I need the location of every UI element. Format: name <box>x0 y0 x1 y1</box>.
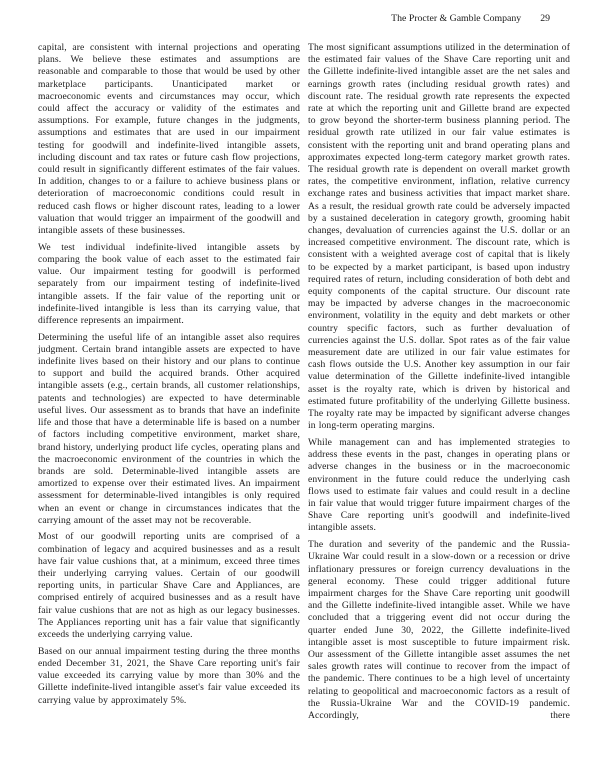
right-column <box>308 42 570 722</box>
paragraph: We test individual indefinite-lived intangible assets by comparing the book value of each asset to the estimated fair value. Our impairment testing for goodwill is performed separately from our impairment testing of indefinite-lived intangible assets. If the fair value of the reporting unit or indefinite-lived intangible is less than its carrying value, that difference represents an impairment. <box>38 241 300 326</box>
page-number: 29 <box>540 13 550 24</box>
page-header <box>38 13 550 25</box>
paragraph: The most significant assumptions utilized in the determination of the estimated fair values of the Shave Care reporting unit and the Gillette indefinite-lived intangible asset are the net sales and earnings growth rates (including residual growth rates) and discount rate. The residual growth rate represents the expected rate at which the reporting unit and Gillette brand are expected to grow beyond the shorter-term business planning period. The residual growth rate utilized in our fair value estimates is consistent with the reporting unit and brand operating plans and approximates expected long-term category market growth rates. The residual growth rate is dependent on overall market growth rates, the competitive environment, inflation, relative currency exchange rates and business activities that impact market share. As a result, the residual growth rate could be adversely impacted by a sustained deceleration in category growth, grooming habit changes, devaluation of currencies against the U.S. dollar or an increased competitive environment. The discount rate, which is consistent with a weighted average cost of capital that is likely to be expected by a market participant, is based upon industry required rates of return, including consideration of both debt and equity components of the capital structure. Our discount rate may be impacted by adverse changes in the macroeconomic environment, volatility in the equity and debt markets or other country specific factors, such as further devaluation of currencies against the U.S. dollar. Spot rates as of the fair value measurement date are utilized in our fair value estimates for cash flows outside the U.S. Another key assumption in our fair value determination of the Gillette indefinite-lived intangible asset is the royalty rate, which is driven by historical and estimated future profitability of the underlying Gillette business. The royalty rate may be impacted by significant adverse changes in long-term operating margins. <box>308 42 570 432</box>
left-column <box>38 42 300 722</box>
paragraph: The duration and severity of the pandemic and the Russia-Ukraine War could result in a slow-down or a recession or drive inflationary pressures or foreign currency devaluations in the general economy. These could trigger additional future impairment charges for the Shave Care reporting unit goodwill and the Gillette indefinite-lived intangible asset. While we have concluded that a triggering event did not occur during the quarter ended June 30, 2022, the Gillette indefinite-lived intangible asset is most susceptible to future impairment risk. Our assessment of the Gillette intangible asset assumes the net sales growth rates will continue to recover from the impact of the pandemic. There continues to be a high level of uncertainty relating to geopolitical and macroeconomic factors as a result of the Russia-Ukraine War and the COVID-19 pandemic. Accordingly, there <box>308 539 570 721</box>
company-name: The Procter & Gamble Company <box>391 13 522 24</box>
paragraph: capital, are consistent with internal projections and operating plans. We believe these estimates and assumptions are reasonable and comparable to those that would be used by other marketplace participants. Unanticipated market or macroeconomic events and circumstances may occur, which could affect the accuracy or validity of the estimates and assumptions. For example, future changes in the judgments, assumptions and estimates that are used in our impairment testing for goodwill and indefinite-lived intangible assets, including discount and tax rates or future cash flow projections, could result in significantly different estimates of the fair values. In addition, changes to or a failure to achieve business plans or deterioration of macroeconomic conditions could result in reduced cash flows or higher discount rates, leading to a lower valuation that would trigger an impairment of the goodwill and intangible assets of these businesses. <box>38 42 300 237</box>
paragraph: While management can and has implemented strategies to address these events in the past, changes in operating plans or adverse changes in the business or in the macroeconomic environment in the future could reduce the underlying cash flows used to estimate fair values and could result in a decline in fair value that would trigger future impairment charges of the Shave Care reporting unit's goodwill and indefinite-lived intangible assets. <box>308 437 570 534</box>
paragraph: Most of our goodwill reporting units are comprised of a combination of legacy and acquired businesses and as a result have fair value cushions that, at a minimum, exceed three times their underlying carrying values. Certain of our goodwill reporting units, in particular Shave Care and Appliances, are comprised entirely of acquired businesses and as a result have fair value cushions that are not as high as our legacy businesses. The Appliances reporting unit has a fair value that significantly exceeds the underlying carrying value. <box>38 531 300 641</box>
paragraph: Determining the useful life of an intangible asset also requires judgment. Certain brand intangible assets are expected to have indefinite lives based on their history and our plans to continue to support and build the acquired brands. Other acquired intangible assets (e.g., certain brands, all customer relationships, patents and technologies) are expected to have determinable useful lives. Our assessment as to brands that have an indefinite life and those that have a determinable life is based on a number of factors including competitive environment, market share, brand history, underlying product life cycles, operating plans and the macroeconomic environment of the countries in which the brands are sold. Determinable-lived intangible assets are amortized to expense over their estimated lives. An impairment assessment for determinable-lived intangibles is only required when an event or change in circumstances indicates that the carrying amount of the asset may not be recoverable. <box>38 331 300 526</box>
paragraph: Based on our annual impairment testing during the three months ended December 31, 2021, the Shave Care reporting unit's fair value exceeded its carrying value by more than 30% and the Gillette indefinite-lived intangible asset's fair value exceeded its carrying value by approximately 5%. <box>38 645 300 706</box>
two-column-body <box>38 42 570 722</box>
